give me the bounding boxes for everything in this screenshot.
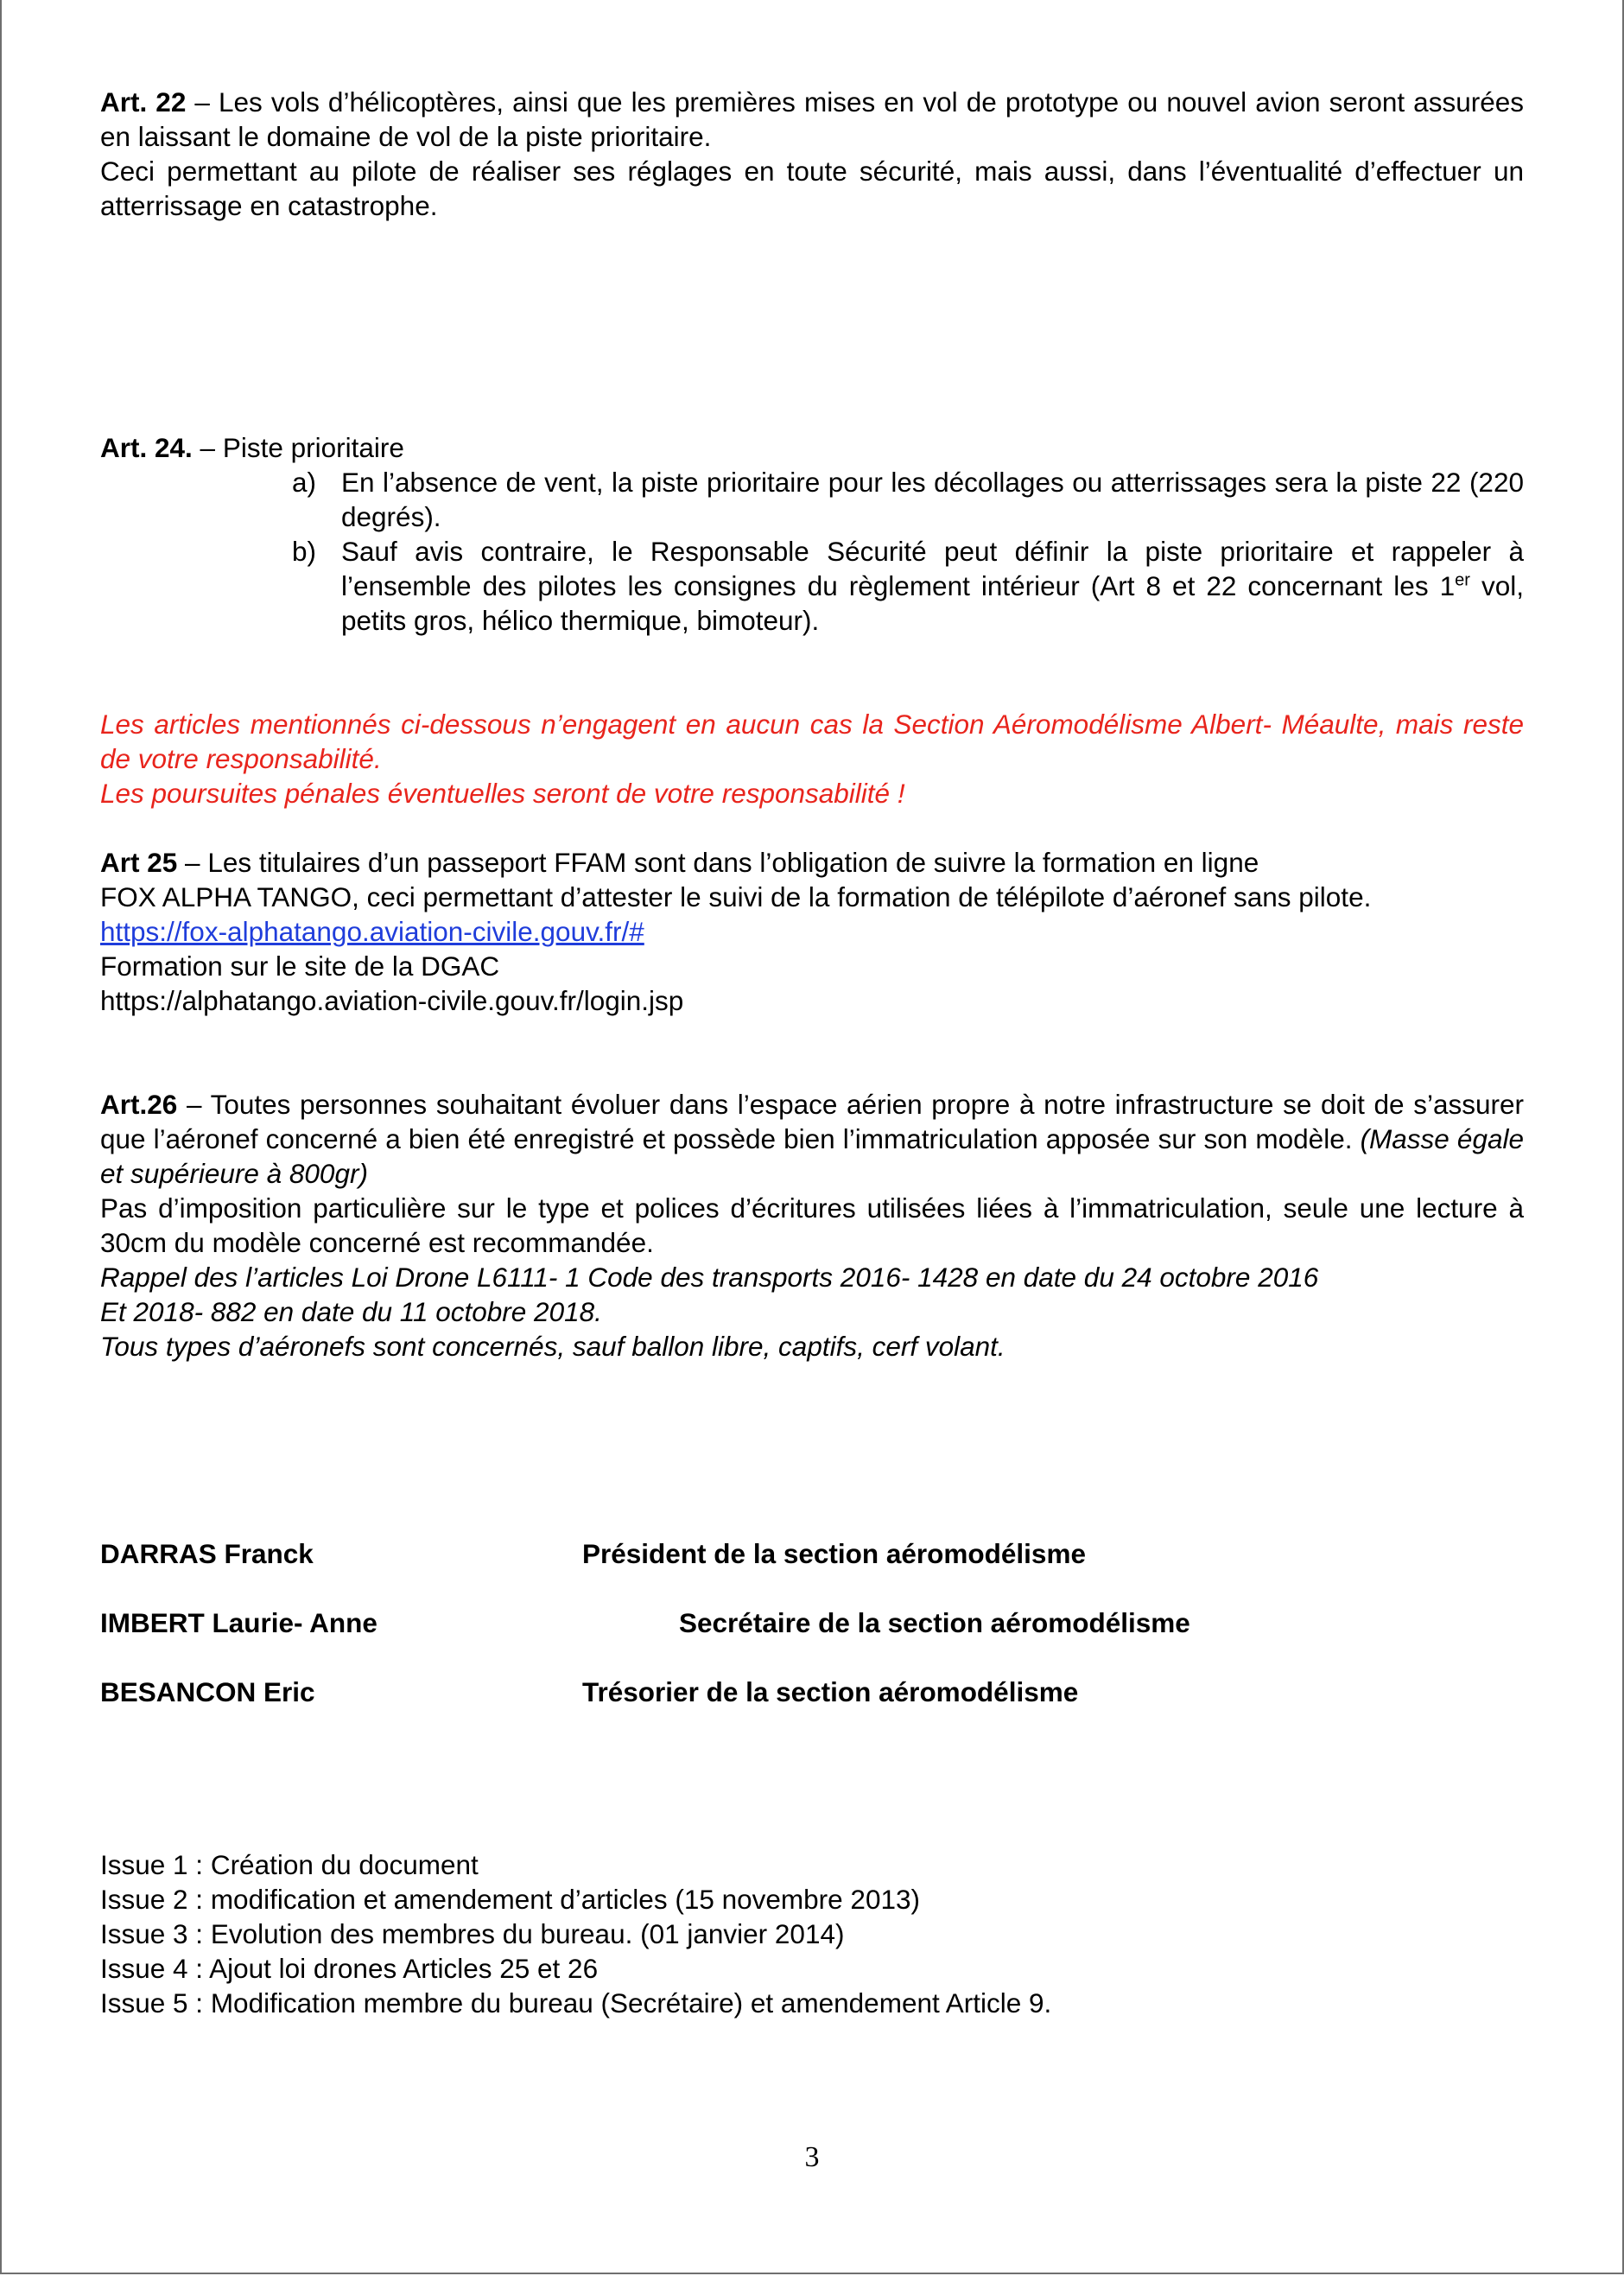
signature-role: Secrétaire de la section aéromodélisme [679,1607,1190,1638]
article-25-line-1 [100,845,1524,880]
article-24-label: Art. 24. [100,432,193,463]
article-26-label: Art.26 [100,1089,178,1120]
article-22-paragraph [100,85,1524,154]
article-26-italic-3: Tous types d’aéronefs sont concernés, sauf ballon libre, captifs, cerf volant. [100,1331,1005,1362]
signature-role: Président de la section aéromodélisme [582,1538,1086,1569]
article-24-title: – Piste prioritaire [192,432,404,463]
article-24 [100,430,1524,638]
article-25-text-2: FOX ALPHA TANGO, ceci permettant d’attester le suivi de la formation de télépilote d’aéronef sans pilote. [100,881,1372,912]
article-26 [100,1087,1524,1364]
article-25-label: Art 25 [100,847,178,878]
article-25 [100,845,1524,1018]
list-item: Issue 2 : modification et amendement d’articles (15 novembre 2013) [100,1884,920,1915]
article-26-text: – Toutes personnes souhaitant évoluer dans l’espace aérien propre à notre infrastructure se doit de s’assurer que l’aéronef concerné a bien été enregistré et possède bien l’immatriculation apposée sur son modèle. [100,1089,1524,1154]
list-item: Issue 1 : Création du document [100,1849,479,1880]
disclaimer-line-1: Les articles mentionnés ci-dessous n’engagent en aucun cas la Section Aéromodélisme Albert- Méaulte, mais reste de votre responsabilité. [100,709,1524,774]
signature-name: BESANCON Eric [100,1676,315,1707]
article-26-paragraph-2: Pas d’imposition particulière sur le type et polices d’écritures utilisées liées à l’immatriculation, seule une lecture à 30cm du modèle concerné est recommandée. [100,1192,1524,1258]
article-24-heading [100,430,1524,465]
list-item-text: En l’absence de vent, la piste prioritaire pour les décollages ou atterrissages sera la piste 22 (220 degrés). [341,467,1524,532]
superscript: er [1455,570,1470,590]
article-25-text: – Les titulaires d’un passeport FFAM sont dans l’obligation de suivre la formation en ligne [177,847,1259,878]
article-25-line-3: Formation sur le site de la DGAC [100,950,500,982]
article-22-paragraph-2: Ceci permettant au pilote de réaliser ses réglages en toute sécurité, mais aussi, dans l’éventualité d’effectuer un atterrissage en catastrophe. [100,156,1524,221]
article-22-text: – Les vols d’hélicoptères, ainsi que les premières mises en vol de prototype ou nouvel avion seront assurées en laissant le domaine de vol de la piste prioritaire. [100,86,1524,152]
list-item: Issue 3 : Evolution des membres du bureau. (01 janvier 2014) [100,1918,845,1949]
list-item [100,534,1524,638]
list-marker: a) [292,467,317,498]
list-item [100,465,1524,534]
disclaimer [100,707,1524,811]
page-number: 3 [804,2141,820,2173]
article-25-line-4: https://alphatango.aviation-civile.gouv.fr/login.jsp [100,985,684,1016]
signature-name: DARRAS Franck [100,1538,314,1569]
list-item-text: Sauf avis contraire, le Responsable Sécurité peut définir la piste prioritaire et rappeler à l’ensemble des pilotes les consignes du règlement intérieur (Art 8 et 22 concernant les 1 [341,536,1524,601]
signature-role: Trésorier de la section aéromodélisme [582,1676,1079,1707]
article-25-line-2 [100,880,1448,949]
article-26-italic-2: Et 2018- 882 en date du 11 octobre 2018. [100,1296,602,1327]
article-26-mass-note: (Masse égale et supérieure à 800gr) [100,1123,1524,1189]
list-item-text-end: vol, petits gros, hélico thermique, bimoteur). [341,570,1524,636]
article-22-label: Art. 22 [100,86,187,118]
article-26-italic-1: Rappel des l’articles Loi Drone L6111- 1 Code des transports 2016- 1428 en date du 24 octobre 2016 [100,1262,1319,1293]
signature-name: IMBERT Laurie- Anne [100,1607,377,1638]
list-item: Issue 5 : Modification membre du bureau (Secrétaire) et amendement Article 9. [100,1987,1052,2019]
article-22 [100,85,1524,223]
list-item: Issue 4 : Ajout loi drones Articles 25 et 26 [100,1953,599,1984]
article-26-paragraph [100,1087,1524,1191]
issue-history [100,1847,1524,2020]
signatures [100,1536,1524,1707]
list-marker: b) [292,536,317,567]
fox-alphatango-link[interactable]: https://fox-alphatango.aviation-civile.gouv.fr/# [100,916,644,947]
disclaimer-line-2: Les poursuites pénales éventuelles seront de votre responsabilité ! [100,778,905,809]
